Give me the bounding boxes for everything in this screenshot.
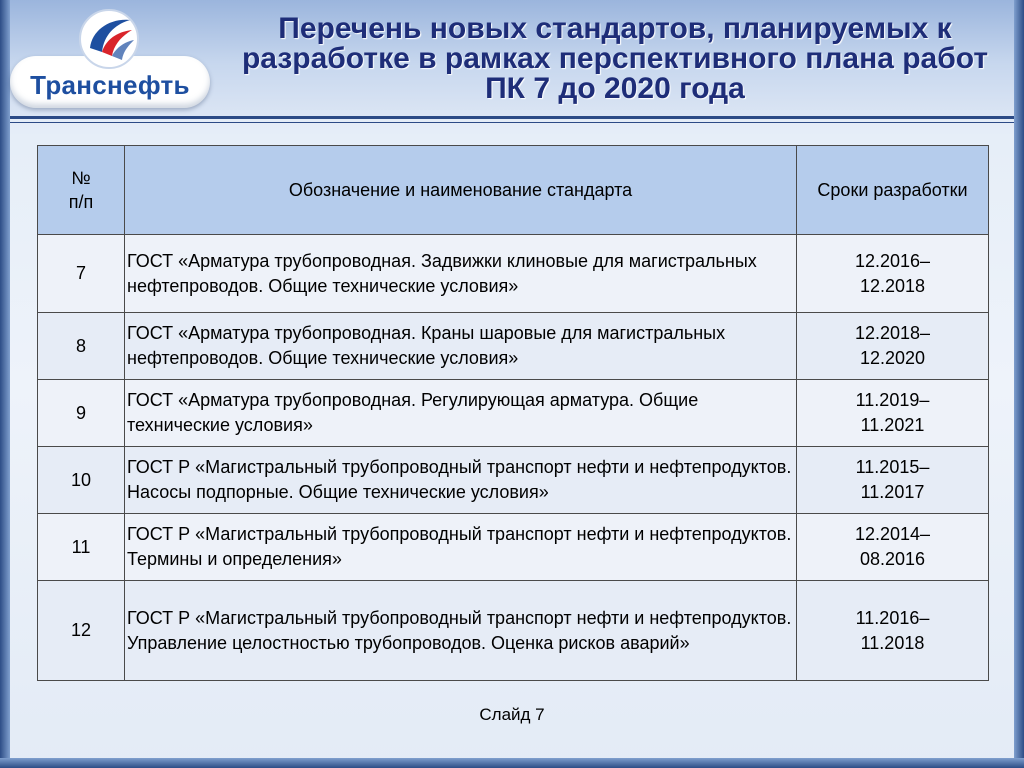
- header-num-line1: №: [71, 168, 91, 188]
- page-title: [222, 14, 1008, 104]
- row-dates: [797, 380, 989, 447]
- date-end: 11.2017: [860, 482, 925, 502]
- row-standard-name: ГОСТ Р «Магистральный трубопроводный транспорт нефти и нефтепродуктов. Насосы подпорные. Общие технические условия»: [125, 447, 797, 514]
- table-row: [38, 581, 989, 681]
- table-row: [38, 514, 989, 581]
- table-row: [38, 447, 989, 514]
- row-dates: [797, 235, 989, 313]
- frame-right: [1014, 0, 1024, 768]
- row-standard-name: ГОСТ «Арматура трубопроводная. Регулирующая арматура. Общие технические условия»: [125, 380, 797, 447]
- date-end: 11.2021: [860, 415, 925, 435]
- header-divider-thin: [0, 122, 1024, 123]
- table-row: [38, 235, 989, 313]
- date-end: 08.2016: [859, 549, 926, 569]
- row-num: 12: [38, 581, 125, 681]
- table-row: [38, 380, 989, 447]
- row-standard-name: ГОСТ Р «Магистральный трубопроводный транспорт нефти и нефтепродуктов. Термины и определения»: [125, 514, 797, 581]
- header-num-line2: п/п: [68, 192, 94, 212]
- header-dates: Сроки разработки: [797, 146, 989, 235]
- title-line: ПК 7 до 2020 года: [485, 72, 745, 105]
- row-dates: [797, 514, 989, 581]
- standards-table: [37, 145, 989, 681]
- date-end: 11.2018: [860, 632, 925, 653]
- row-standard-name: ГОСТ «Арматура трубопроводная. Краны шаровые для магистральных нефтепроводов. Общие технические условия»: [125, 313, 797, 380]
- date-end: 12.2018: [859, 275, 926, 296]
- slide-number: Слайд 7: [479, 705, 545, 724]
- row-dates: [797, 313, 989, 380]
- date-start: 12.2016–: [854, 250, 931, 271]
- row-num: 8: [38, 313, 125, 380]
- header-name: Обозначение и наименование стандарта: [125, 146, 797, 235]
- company-logo: [10, 8, 210, 108]
- date-start: 11.2016–: [855, 607, 930, 628]
- table-header-row: [38, 146, 989, 235]
- table-row: [38, 313, 989, 380]
- title-line: разработке в рамках перспективного плана работ: [241, 42, 989, 75]
- header-num: [38, 146, 125, 235]
- row-dates: [797, 447, 989, 514]
- title-line: Перечень новых стандартов, планируемых к: [278, 12, 952, 45]
- date-start: 12.2014–: [854, 524, 931, 544]
- row-standard-name: ГОСТ Р «Магистральный трубопроводный транспорт нефти и нефтепродуктов. Управление целостностью трубопроводов. Оценка рисков аварий»: [125, 581, 797, 681]
- frame-bottom: [0, 758, 1024, 768]
- row-standard-name: ГОСТ «Арматура трубопроводная. Задвижки клиновые для магистральных нефтепроводов. Общие технические условия»: [125, 235, 797, 313]
- date-start: 11.2015–: [855, 457, 930, 477]
- transneft-emblem-icon: [76, 8, 142, 70]
- row-dates: [797, 581, 989, 681]
- date-start: 12.2018–: [854, 323, 931, 343]
- row-num: 11: [38, 514, 125, 581]
- row-num: 7: [38, 235, 125, 313]
- date-end: 12.2020: [859, 348, 926, 368]
- row-num: 10: [38, 447, 125, 514]
- brand-name: Транснефть: [30, 70, 190, 100]
- frame-left: [0, 0, 10, 768]
- row-num: 9: [38, 380, 125, 447]
- date-start: 11.2019–: [855, 390, 930, 410]
- header-divider: [0, 116, 1024, 119]
